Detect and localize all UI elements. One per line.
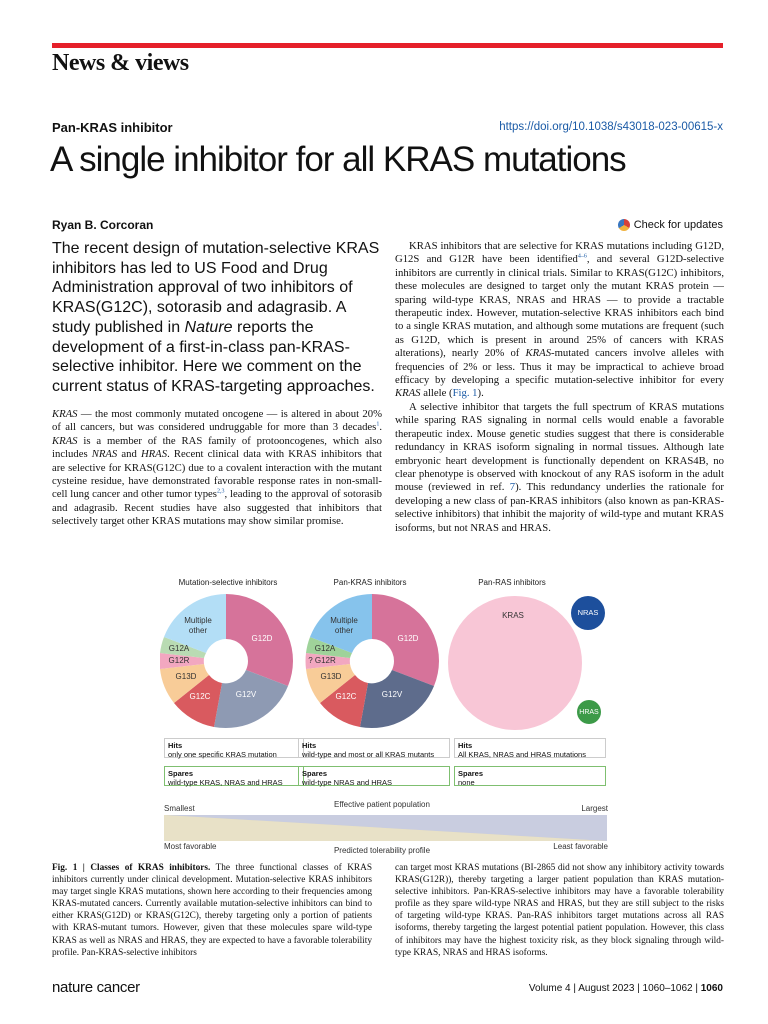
scale-most: Most favorable [164,842,217,851]
body-column-left: KRAS — the most commonly mutated oncogene — is altered in about 20% of all cancers, but was considered undruggable for more than 3 decades$^1$. KRAS is a member of the RAS family of protooncogenes, which also includes NRAS and HRAS. Recent clinical data with KRAS inhibitors that are selective for KRAS(G12C) due to a covalent interaction with the mutant cysteine residue, have demonstrated favorable response rates in non-small-cell lung cancer and other tumor types$^{2,3}$, leading to the approval of sotorasib and adagrasib. Recent studies have also suggested that inhibitors that selectively target other KRAS mutations may show similar promise. [52,408,382,528]
scale-population: Effective patient population [334,800,430,809]
scale-least: Least favorable [553,842,608,851]
label-g12r: G12R [168,656,190,665]
check-updates-icon [618,219,630,231]
footer-info: Volume 4 | August 2023 | 1060–1062 | 1060 [528,983,723,994]
scale-smallest: Smallest [164,804,195,813]
hits-box-pan-ras: Hits All KRAS, NRAS and HRAS mutations [454,738,606,758]
label-g13d: G13D [175,672,197,681]
doi-link[interactable]: https://doi.org/10.1038/s43018-023-00615-x [499,121,723,133]
spares-box-mutation-selective: Spares wild-type KRAS, NRAS and HRAS [164,766,304,786]
section-title: News & views [52,50,189,76]
scale-largest: Largest [581,804,608,813]
label-g12r-q: ? G12R [308,656,336,665]
donut-mutation-selective [160,594,293,728]
figure-1 [160,573,610,855]
journal-logo: nature cancer [52,979,140,996]
hits-box-mutation-selective: Hits only one specific KRAS mutation [164,738,304,758]
label-multiple: Multiple [184,616,212,625]
slice-g12d [226,594,293,661]
check-updates-button[interactable] [618,219,723,231]
label-g12a: G12A [314,644,336,653]
label-multiple: Multiple [330,616,358,625]
scale-tolerability: Predicted tolerability profile [333,846,431,855]
label-other: other [188,626,208,635]
label-nras: NRAS [577,608,599,617]
kicker: Pan-KRAS inhibitor [52,120,173,135]
label-g12c: G12C [335,692,357,701]
spares-box-pan-ras: Spares none [454,766,606,786]
author: Ryan B. Corcoran [52,218,154,232]
label-g12c: G12C [189,692,211,701]
body-column-right: KRAS inhibitors that are selective for KRAS mutations including G12D, G12S and G12R have been identified$^{4-6}$, and several G12D-selective inhibitors are currently in clinical trials. Similar to KRAS(G12C) inhibitors, these molecules are designed to target only the mutant KRAS protein — sparing wild-type KRAS, NRAS and HRAS — to provide a tractable therapeutic index. However, mutation-selective KRAS inhibitors each bind to a single KRAS mutation, and although some mutations are frequent (such as G12D, which is present in around 25% of cancers with KRAS alterations), nearly 20% of KRAS-mutated cancers involve alleles with frequencies of 2% or less. Thus it may be impractical to achieve broad efficacy by developing a specific mutation-selective inhibitor for every KRAS allele (Fig. 1). A selective inhibitor that targets the full spectrum of KRAS mutations while sparing RAS signaling in normal cells would enable a favorable therapeutic index. Mouse genetic studies suggest that there is considerable redundancy in KRAS isoform signaling in normal tissues. Although late embryonic heart development is functionally dependent on KRAS4B, no clear phenotype is observed with knockout of any RAS isoform in the adult mouse (reviewed in ref. 7). This redundancy underlies the rationale for developing a new class of pan-KRAS inhibitors (also known as pan-KRAS-selective inhibitors) that inhibit the majority of wild-type and mutant KRAS isoforms, but not NRAS and HRAS. [395,240,725,534]
label-g12v: G12V [381,690,403,699]
panel-title-pan-ras: Pan-RAS inhibitors [478,578,546,587]
hits-box-pan-kras: Hits wild-type and most or all KRAS mutants [298,738,450,758]
label-hras: HRAS [579,709,599,716]
label-g13d: G13D [320,672,342,681]
panel-title-mutation-selective: Mutation-selective inhibitors [178,578,278,587]
headline: A single inhibitor for all KRAS mutations [50,140,626,179]
figure-caption-left: Fig. 1 | Classes of KRAS inhibitors. The three functional classes of KRAS inhibitors currently under clinical development. Mutation-selective KRAS inhibitors may target single KRAS mutations, shown here according to their frequencies among KRAS-mutated cancers. Currently available mutation-selective inhibitors can bind to either KRAS(G12D) or KRAS(G12C), thereby targeting only a portion of patients with KRAS-mutant tumors. However, given that these molecules spare wild-type KRAS as well as NRAS and HRAS, they are expected to have a favorable tolerability profile. Pan-KRAS-selective inhibitors [52,863,372,958]
spares-box-pan-kras: Spares wild-type NRAS and HRAS [298,766,450,786]
slice-g12d [372,594,439,661]
label-other: other [334,626,354,635]
check-updates-label: Check for updates [633,219,723,231]
panel-title-pan-kras: Pan-KRAS inhibitors [333,578,407,587]
pan-ras-circles [448,596,605,730]
label-kras: KRAS [502,611,524,620]
label-g12v: G12V [235,690,257,699]
donut-pan-kras [306,594,439,728]
label-g12d: G12D [251,634,273,643]
label-g12a: G12A [168,644,190,653]
top-rule [52,43,723,48]
standfirst: The recent design of mutation-selective KRAS inhibitors has led to US Food and Drug Administration approval of two inhibitors of KRAS(G12C), sotorasib and adagrasib. A study published in Nature reports the development of a first-in-class pan-KRAS-selective inhibitor. Here we comment on the current status of KRAS-targeting approaches. [52,240,380,395]
label-g12d: G12D [397,634,419,643]
figure-caption-right: can target most KRAS mutations (BI-2865 did not show any inhibitory activity towards KRAS(G12R)), thereby targeting a larger patient population than KRAS mutation-selective inhibitors. Pan-KRAS-selective inhibitors may have a favorable tolerability profile as they spare wild-type NRAS and HRAS, but they are still subject to the risks of targeting wild-type KRAS. Pan-RAS inhibitors target mutations across all RAS isoforms, thereby targeting the largest potential patient population. However, this class of inhibitors may have the highest toxicity risk, as they block signaling through wild-type KRAS, NRAS and HRAS isoforms. [395,863,724,958]
